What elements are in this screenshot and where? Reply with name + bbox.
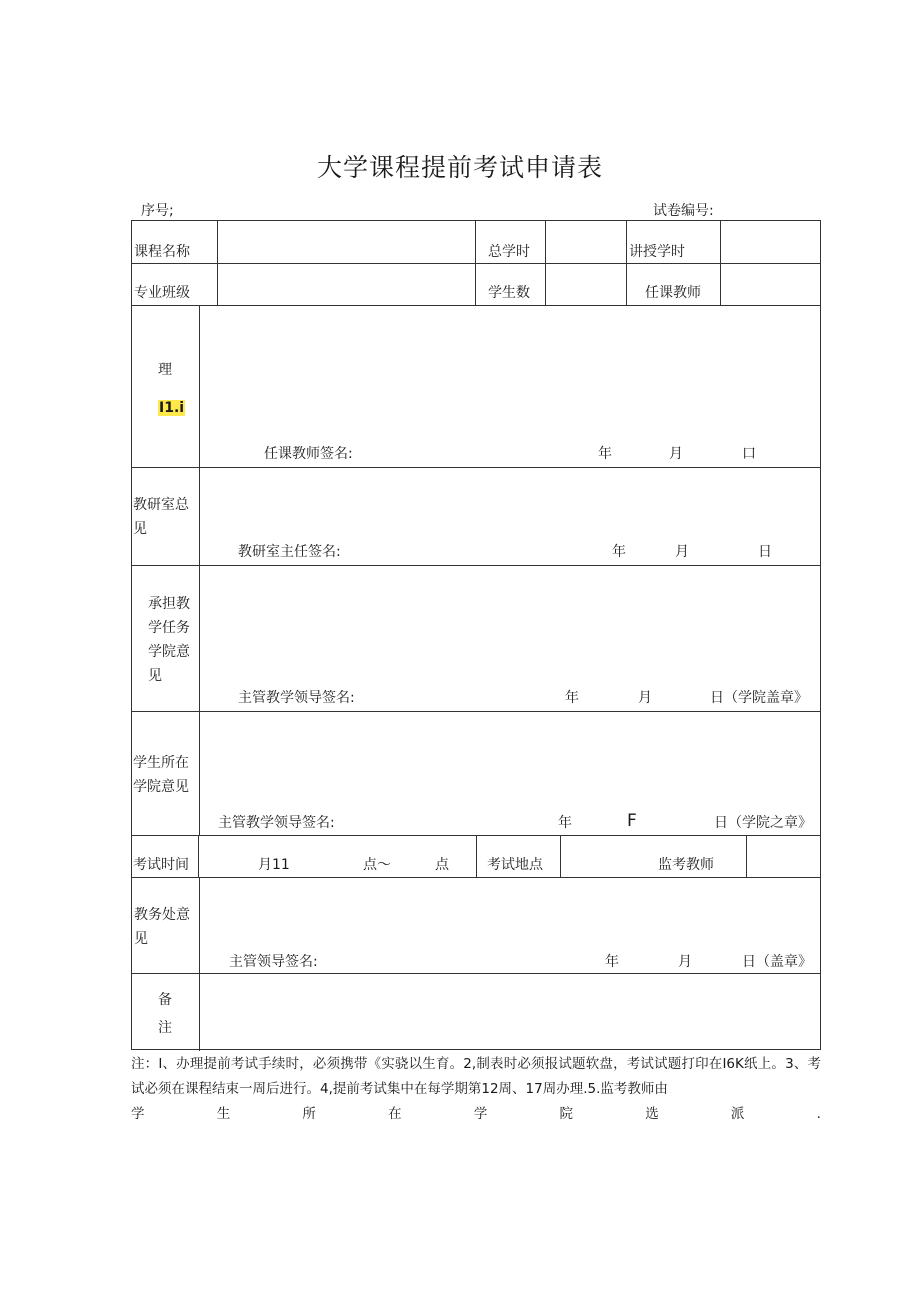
row-divider [132, 305, 820, 306]
paper-number-label: 试卷编号: [653, 203, 714, 219]
date-year: 年 [612, 544, 626, 560]
host-college-signature-label: 主管教学领导签名: [238, 690, 355, 706]
row-divider [132, 565, 820, 566]
lecture-hours-label: 讲授学时 [629, 244, 685, 260]
form-title: 大学课程提前考试申请表 [316, 153, 603, 182]
host-college-opinion-label: 承担教学任务学院意见 [148, 596, 190, 684]
col-divider [545, 221, 546, 305]
course-name-label: 课程名称 [134, 244, 190, 260]
date-day: 口 [742, 446, 756, 462]
date-year: 年 [598, 446, 612, 462]
notes-char: 在 [388, 1106, 402, 1122]
date-day-seal: 日（学院之章》 [714, 815, 812, 831]
remarks-label: 备 [158, 992, 172, 1008]
date-month: 月 [675, 544, 689, 560]
major-class-label: 专业班级 [134, 285, 190, 301]
exam-to-hour: 点 [435, 857, 449, 873]
row-divider [132, 467, 820, 468]
row-divider [132, 711, 820, 712]
date-day-seal: 日（盖章》 [742, 954, 812, 970]
date-month: 月 [638, 690, 652, 706]
row-divider [132, 263, 820, 264]
exam-from-hour: 点〜 [363, 857, 391, 873]
notes-char: 派 [730, 1106, 745, 1122]
date-month: 月 [678, 954, 692, 970]
col-divider [626, 221, 627, 305]
dept-head-signature-label: 教研室主任签名: [238, 544, 341, 560]
date-month: 月 [669, 446, 683, 462]
notes-char: 选 [645, 1106, 659, 1122]
academic-affairs-opinion-label: 教务处意见 [134, 907, 190, 947]
dept-opinion-label: 教研室总见 [133, 497, 189, 537]
col-divider [198, 835, 199, 877]
col-divider [560, 835, 561, 877]
date-month: F [627, 811, 637, 831]
col-divider [476, 835, 477, 877]
exam-month: 月11 [258, 857, 290, 873]
application-form-table [131, 220, 821, 1050]
row-divider [132, 877, 820, 878]
academic-affairs-signature-label: 主管领导签名: [229, 954, 318, 970]
notes-char: 生 [216, 1106, 231, 1122]
col-divider [720, 221, 721, 305]
student-college-opinion-label: 学生所在学院意见 [133, 755, 189, 795]
serial-number-label: 序号; [141, 203, 174, 219]
col-divider [746, 835, 747, 877]
notes-char: 学 [473, 1106, 488, 1122]
form-notes [131, 1052, 821, 1127]
row-divider [132, 973, 820, 974]
student-college-signature-label: 主管教学领导签名: [218, 815, 335, 831]
notes-char: . [816, 1106, 821, 1122]
date-year: 年 [605, 954, 619, 970]
notes-char: 学 [131, 1106, 145, 1122]
reason-label-highlight: I1.i [159, 400, 185, 416]
notes-last-line [131, 1102, 821, 1127]
student-count-label: 学生数 [488, 285, 530, 301]
total-hours-label: 总学时 [488, 244, 530, 260]
notes-char: 院 [559, 1106, 574, 1122]
teacher-label: 任课教师 [645, 285, 701, 301]
teacher-signature-label: 任课教师签名: [264, 446, 353, 462]
date-year: 年 [558, 815, 572, 831]
notes-text: 注：I、办理提前考试手续时，必须携带《实骁以生育。2,制表时必须报试题软盘，考试试题打印在I6K纸上。3、考试必须在课程结束一周后进行。4,提前考试集中在每学期第12周、17周办理.5.监考教师由 [131, 1056, 821, 1097]
remarks-label: 注 [158, 1020, 172, 1036]
exam-place-label: 考试地点 [487, 857, 543, 873]
date-day-seal: 日（学院盖章》 [710, 690, 808, 706]
date-day: 日 [758, 544, 772, 560]
notes-char: 所 [302, 1106, 316, 1122]
date-year: 年 [565, 690, 579, 706]
col-divider [199, 305, 200, 835]
col-divider [475, 221, 476, 305]
proctor-label: 监考教师 [658, 857, 714, 873]
exam-time-label: 考试时间 [133, 857, 189, 873]
reason-label: 理 [158, 362, 172, 378]
col-divider [217, 221, 218, 305]
